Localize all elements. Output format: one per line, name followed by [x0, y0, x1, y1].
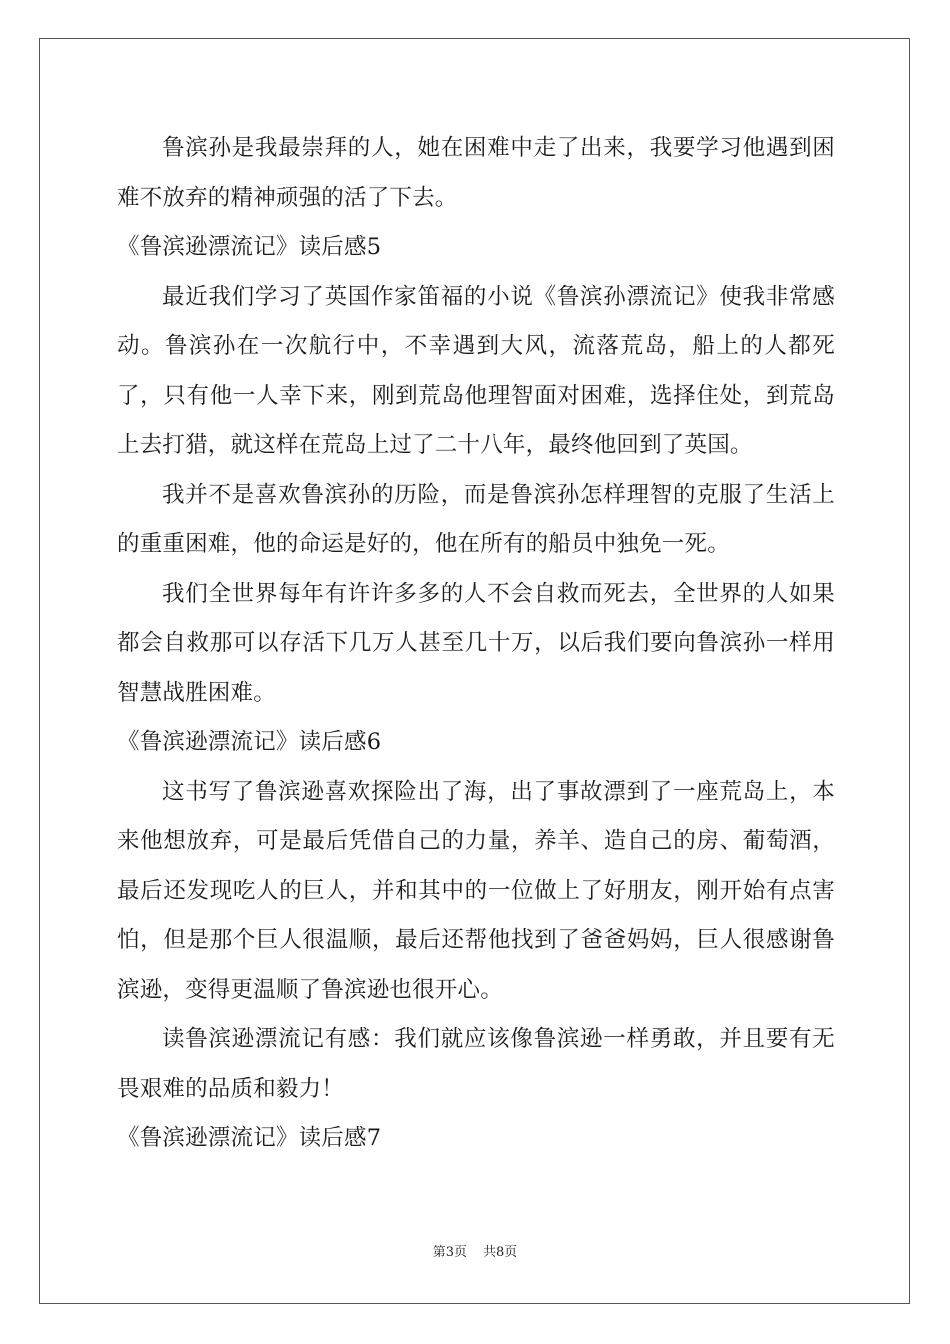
- section-heading: 《鲁滨逊漂流记》读后感5: [117, 234, 382, 260]
- paragraph: 我们全世界每年有许许多多的人不会自救而死去，全世界的人如果都会自救那可以存活下几万人甚至几十万，以后我们要向鲁滨孙一样用智慧战胜困难。: [117, 580, 835, 706]
- section-heading: 《鲁滨逊漂流记》读后感6: [117, 729, 382, 755]
- page-footer: [0, 1245, 950, 1261]
- section-heading: 《鲁滨逊漂流记》读后感7: [117, 1125, 382, 1151]
- paragraph: 我并不是喜欢鲁滨孙的历险，而是鲁滨孙怎样理智的克服了生活上的重重困难，他的命运是好的，他在所有的船员中独免一死。: [117, 481, 835, 557]
- paragraph: 鲁滨孙是我最崇拜的人，她在困难中走了出来，我要学习他遇到困难不放弃的精神顽强的活了下去。: [117, 135, 835, 211]
- document-body: [117, 124, 835, 1164]
- paragraph: 这书写了鲁滨逊喜欢探险出了海，出了事故漂到了一座荒岛上，本来他想放弃，可是最后凭借自己的力量，养羊、造自己的房、葡萄酒，最后还发现吃人的巨人，并和其中的一位做上了好朋友，刚开始有点害怕，但是那个巨人很温顺，最后还帮他找到了爸爸妈妈，巨人很感谢鲁滨逊，变得更温顺了鲁滨逊也很开心。: [117, 778, 835, 1003]
- paragraph: 读鲁滨逊漂流记有感：我们就应该像鲁滨逊一样勇敢，并且要有无畏艰难的品质和毅力！: [117, 1026, 835, 1102]
- paragraph: 最近我们学习了英国作家笛福的小说《鲁滨孙漂流记》使我非常感动。鲁滨孙在一次航行中，不幸遇到大风，流落荒岛，船上的人都死了，只有他一人幸下来，刚到荒岛他理智面对困难，选择住处，到荒岛上去打猎，就这样在荒岛上过了二十八年，最终他回到了英国。: [117, 283, 835, 458]
- page-total: 共8页: [483, 1245, 518, 1260]
- page-number: 第3页: [432, 1245, 467, 1260]
